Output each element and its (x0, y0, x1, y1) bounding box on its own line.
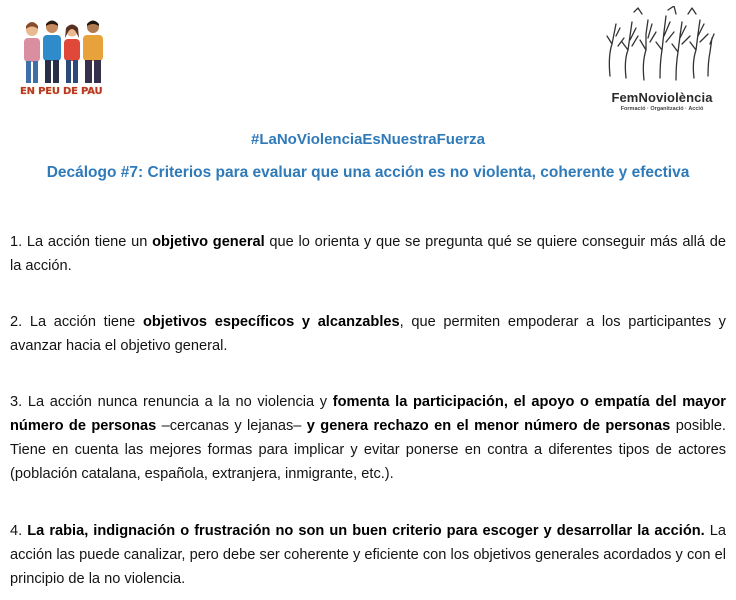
criterion-3-text-cont: –cercanas y lejanas– (156, 418, 307, 434)
people-group-icon (18, 16, 114, 88)
criterion-3-text: 3. La acción nunca renuncia a la no violencia y (10, 394, 333, 410)
criterion-3 (10, 390, 726, 486)
criterion-3-bold: fomenta la participación, el apoyo o empatía del mayor número de personas (10, 394, 726, 434)
criterion-4 (10, 519, 726, 591)
logo-right-subtitle: Formació · Organització · Acció (620, 106, 704, 112)
criterion-2 (10, 310, 726, 358)
criterion-4-text-cont: La acción las puede canalizar, pero debe ser coherente y eficiente con los objetivos generales acordados y con el principio de la no violencia. (10, 523, 727, 587)
criterion-1-text: 1. La acción tiene un (10, 234, 153, 250)
criterion-3-bold-2: y genera rechazo en el menor número de personas (306, 418, 671, 434)
criterion-2-text: 2. La acción tiene (10, 314, 143, 330)
criterion-4-bold: La rabia, indignación o frustración no son un buen criterio para escoger y desarrollar la acción. (27, 523, 705, 539)
raised-hands-icon (604, 6, 716, 86)
page-title: Decálogo #7: Criterios para evaluar que una acción es no violenta, coherente y efectiva (46, 164, 690, 181)
criterion-1 (10, 230, 726, 278)
hashtag-heading: #LaNoViolenciaEsNuestraFuerza (251, 131, 485, 148)
criterion-3-text-end: posible. Tiene en cuenta las mejores formas para implicar y evitar ponerse en contra a diferentes tipos de actores (población catalana, española, extranjera, inmigrante, etc.). (10, 418, 726, 482)
criterion-2-text-cont: , que permiten empoderar a los participantes y avanzar hacia el objetivo general. (10, 314, 726, 354)
femnoviolencia-logo (596, 6, 726, 116)
criterion-1-text-cont: que lo orienta y que se pregunta qué se quiere conseguir más allá de la acción. (10, 234, 726, 274)
en-peu-de-pau-logo (18, 16, 114, 102)
criterion-2-bold: objetivos específicos y alcanzables (142, 314, 400, 330)
criterion-1-bold: objetivo general (152, 234, 265, 250)
criterion-4-text: 4. (10, 523, 28, 539)
logo-right-title: FemNoviolència (611, 90, 713, 105)
logo-left-text: EN PEU DE PAU (20, 86, 103, 97)
